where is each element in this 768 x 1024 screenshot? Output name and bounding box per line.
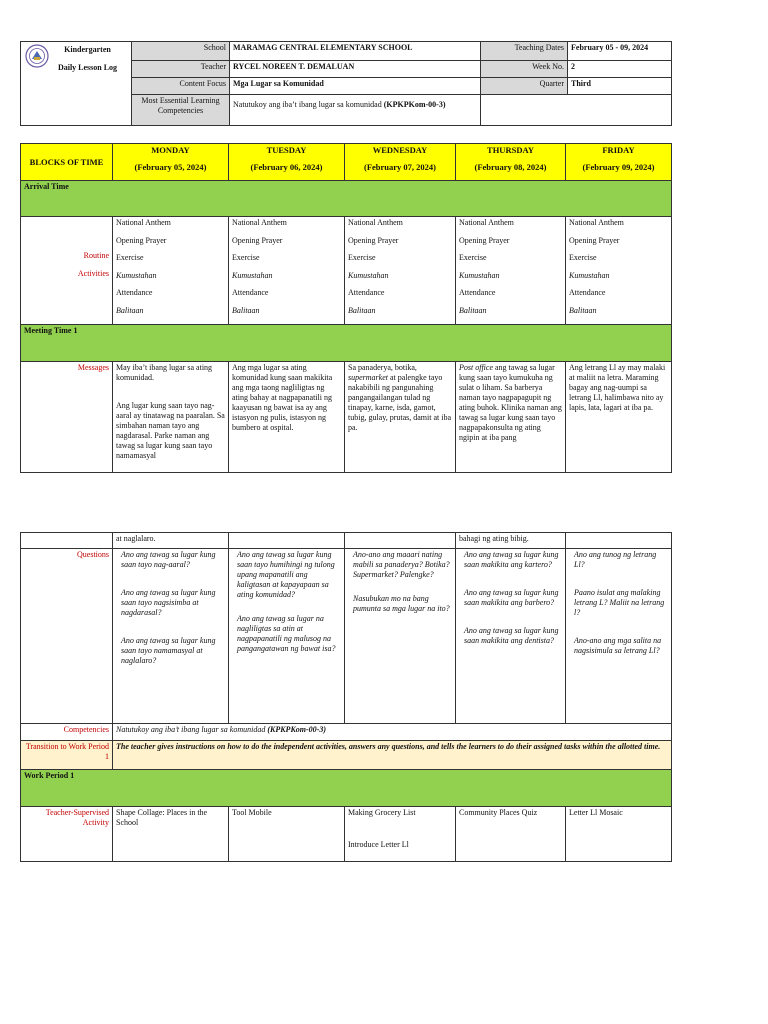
- routine-item: Kumustahan: [459, 270, 500, 280]
- focus-value: Mga Lugar sa Komunidad: [230, 78, 481, 95]
- message-text-part: Sa panaderya, botika,: [348, 363, 417, 372]
- competencies-value-cell: [113, 724, 672, 741]
- routine-monday: [113, 217, 229, 325]
- day-name: THURSDAY: [487, 145, 534, 155]
- day-header-tuesday: [229, 144, 345, 181]
- teacher-label: Teacher: [132, 61, 230, 78]
- questions-label: Questions: [21, 549, 113, 724]
- tsa-item: Introduce Letter Ll: [348, 840, 409, 849]
- work-period-1-band: Work Period 1: [21, 770, 672, 807]
- routine-thursday: [456, 217, 566, 325]
- day-date: (February 09, 2024): [582, 161, 655, 172]
- question-text: Ano ang tawag sa lugar kung saan tayo humihingi ng tulong upang mapanatili ang kaligtasan at kapayapaan sa ating komunidad?: [237, 550, 335, 599]
- day-header-wednesday: [345, 144, 456, 181]
- routine-item: Kumustahan: [232, 270, 273, 280]
- meeting-time-1-band: Meeting Time 1: [21, 325, 672, 362]
- question-text: Ano ang tunog ng letrang Ll?: [574, 550, 657, 569]
- routine-tuesday: [229, 217, 345, 325]
- routine-friday: [566, 217, 672, 325]
- routine-item: Attendance: [232, 288, 269, 297]
- tsa-monday: Shape Collage: Places in the School: [113, 807, 229, 862]
- day-name: WEDNESDAY: [372, 145, 428, 155]
- question-text: Ano ang tawag sa lugar kung saan tayo namamasyal at naglalaro?: [121, 636, 216, 665]
- arrival-time-band: Arrival Time: [21, 181, 672, 217]
- question-text: Ano-ano ang maaari nating mabili sa panaderya? Botika? Supermarket? Palengke?: [353, 550, 450, 579]
- messages-monday: [113, 362, 229, 473]
- message-text: Ang mga lugar sa ating komunidad kung saan makikita ang mga taong nagliligtas ng ating bahay at nagpapanatili ng kaayusan ng bawat isa ay ang istasyon ng pulis, istasyon ng bumbero at ospital.: [232, 363, 333, 432]
- transition-value: The teacher gives instructions on how to do the independent activities, answers any questions, and tells the learners to do their assigned tasks within the allotted time.: [113, 741, 672, 770]
- messages-label: Messages: [21, 362, 113, 473]
- routine-item: Opening Prayer: [348, 235, 399, 245]
- header-empty-cell: [481, 95, 672, 126]
- routine-item: Exercise: [348, 253, 376, 262]
- questions-tuesday: [229, 549, 345, 724]
- questions-friday: [566, 549, 672, 724]
- routine-item: Balitaan: [459, 305, 487, 315]
- questions-monday: [113, 549, 229, 724]
- competencies-label: Competencies: [21, 724, 113, 741]
- day-header-thursday: [456, 144, 566, 181]
- message-text-part: at palengke tayo nakabibili ng pangunahing pangangailangan tulad ng tinapay, karne, isda, gamot, tubig, gulay, prutas, damit at iba pa.: [348, 373, 452, 432]
- quarter-value: Third: [568, 78, 672, 95]
- message-text-italic: Post office: [459, 363, 493, 372]
- tsa-wednesday: [345, 807, 456, 862]
- routine-item: Opening Prayer: [116, 235, 167, 245]
- routine-item: Attendance: [348, 288, 385, 297]
- competencies-value: Natutukoy ang iba’t ibang lugar sa komunidad: [116, 725, 266, 734]
- message-text-italic: supermarket: [348, 373, 388, 382]
- week-label: Week No.: [481, 61, 568, 78]
- routine-item: National Anthem: [569, 218, 624, 227]
- question-text: Paano isulat ang malaking letrang L? Maliit na letrang l?: [574, 588, 665, 617]
- routine-item: Balitaan: [348, 305, 376, 315]
- routine-item: Balitaan: [569, 305, 597, 315]
- day-date: (February 06, 2024): [250, 161, 323, 172]
- routine-item: Kumustahan: [348, 270, 389, 280]
- header-table: [20, 41, 672, 126]
- kindergarten-label: Kindergarten: [64, 45, 111, 54]
- tsa-item: Making Grocery List: [348, 808, 416, 817]
- routine-item: Opening Prayer: [569, 235, 620, 245]
- routine-item: Attendance: [116, 288, 153, 297]
- day-date: (February 07, 2024): [363, 161, 436, 172]
- day-name: FRIDAY: [602, 145, 635, 155]
- routine-item: Exercise: [232, 253, 260, 262]
- routine-item: Kumustahan: [116, 270, 157, 280]
- teacher-value: RYCEL NOREEN T. DEMALUAN: [230, 61, 481, 78]
- school-value: MARAMAG CENTRAL ELEMENTARY SCHOOL: [230, 42, 481, 61]
- melc-value: Natutukoy ang iba’t ibang lugar sa komunidad: [233, 100, 382, 109]
- schedule-table-part2: [20, 532, 672, 862]
- day-name: MONDAY: [151, 145, 190, 155]
- routine-item: National Anthem: [116, 218, 171, 227]
- routine-item: National Anthem: [348, 218, 403, 227]
- messages-friday: [566, 362, 672, 473]
- message-text: [348, 363, 452, 433]
- routine-wednesday: [345, 217, 456, 325]
- routine-item: Attendance: [569, 288, 606, 297]
- message-text: Ang letrang Ll ay may malaki at maliit na letra. Maraming bagay ang nag-uumpi sa letrang Ll, halimbawa nito ay lapis, lata, lagari at iba pa.: [569, 363, 666, 412]
- routine-item: Opening Prayer: [232, 235, 283, 245]
- focus-label: Content Focus: [132, 78, 230, 95]
- blocks-of-time-header: BLOCKS OF TIME: [21, 144, 113, 181]
- melc-label: Most Essential Learning Competencies: [132, 95, 230, 126]
- quarter-label: Quarter: [481, 78, 568, 95]
- competencies-code: (KPKPKom-00-3): [267, 725, 326, 734]
- question-text: Ano ang tawag sa lugar na nagliligtas sa atin at nagpapanatili ng malusog na pangangatawan ng bawat isa?: [237, 614, 336, 653]
- question-text: Ano ang tawag sa lugar kung saan makikita ang dentista?: [464, 626, 559, 645]
- routine-item: Exercise: [116, 253, 144, 262]
- school-label: School: [132, 42, 230, 61]
- dates-value: February 05 - 09, 2024: [568, 42, 672, 61]
- dll-label: Daily Lesson Log: [57, 63, 118, 72]
- teacher-supervised-label: Teacher-Supervised Activity: [21, 807, 113, 862]
- routine-item: Attendance: [459, 288, 496, 297]
- tsa-friday: Letter Ll Mosaic: [566, 807, 672, 862]
- week-value: 2: [568, 61, 672, 78]
- activities-label: Activities: [77, 268, 109, 278]
- question-text: Nasubukan mo na bang pumunta sa mga lugar na ito?: [353, 594, 450, 613]
- continuation-empty: [566, 533, 672, 549]
- routine-item: Balitaan: [116, 305, 144, 315]
- day-date: (February 05, 2024): [134, 161, 207, 172]
- melc-code: (KPKPKom-00-3): [383, 100, 446, 109]
- routine-label: Routine: [83, 251, 109, 260]
- routine-item: Balitaan: [232, 305, 260, 315]
- question-text: Ano ang tawag sa lugar kung saan tayo nagsisimba at nagdarasal?: [121, 588, 216, 617]
- messages-thursday: [456, 362, 566, 473]
- message-text: May iba’t ibang lugar sa ating komunidad.: [116, 363, 213, 382]
- routine-item: Opening Prayer: [459, 235, 510, 245]
- questions-wednesday: [345, 549, 456, 724]
- message-text: [459, 363, 562, 443]
- day-date: (February 08, 2024): [474, 161, 547, 172]
- routine-item: Exercise: [569, 253, 597, 262]
- question-text: Ano-ano ang mga salita na nagsisimula sa letrang Ll?: [574, 636, 662, 655]
- header-title-cell: [21, 42, 132, 126]
- continuation-empty: [345, 533, 456, 549]
- routine-item: National Anthem: [232, 218, 287, 227]
- day-header-monday: [113, 144, 229, 181]
- day-header-friday: [566, 144, 672, 181]
- routine-label-cell: [21, 217, 113, 325]
- day-name: TUESDAY: [266, 145, 307, 155]
- routine-item: Exercise: [459, 253, 487, 262]
- question-text: Ano ang tawag sa lugar kung saan tayo nag-aaral?: [121, 550, 216, 569]
- message-text-part: ang tawag sa lugar kung saan tayo kumukuha ng sulat o liham. Sa barberya naman tayo nagpapagupit ng ating buhok. Klinika naman ang tawag sa lugar kung saan tayo nagpapakonsulta ng ating ngipin at iba pang: [459, 363, 562, 442]
- messages-tuesday: [229, 362, 345, 473]
- message-text: Ang lugar kung saan tayo nag-aaral ay tinatawag na paaralan. Sa simbahan naman tayo ang nagdarasal. Parke naman ang tawag sa lugar kung saan tayo namamasyal: [116, 401, 225, 460]
- routine-item: National Anthem: [459, 218, 514, 227]
- tsa-tuesday: Tool Mobile: [229, 807, 345, 862]
- questions-thursday: [456, 549, 566, 724]
- routine-item: Kumustahan: [569, 270, 610, 280]
- messages-monday-continued: at naglalaro.: [113, 533, 229, 549]
- messages-thursday-continued: bahagi ng ating bibig.: [456, 533, 566, 549]
- messages-wednesday: [345, 362, 456, 473]
- melc-value-cell: [230, 95, 481, 126]
- question-text: Ano ang tawag sa lugar kung saan makikita ang kartero?: [464, 550, 559, 569]
- tsa-thursday: Community Places Quiz: [456, 807, 566, 862]
- continuation-label-cell: [21, 533, 113, 549]
- transition-label: Transition to Work Period 1: [21, 741, 113, 770]
- question-text: Ano ang tawag sa lugar kung saan makikita ang barbero?: [464, 588, 559, 607]
- dates-label: Teaching Dates: [481, 42, 568, 61]
- continuation-empty: [229, 533, 345, 549]
- schedule-table-part1: [20, 143, 672, 473]
